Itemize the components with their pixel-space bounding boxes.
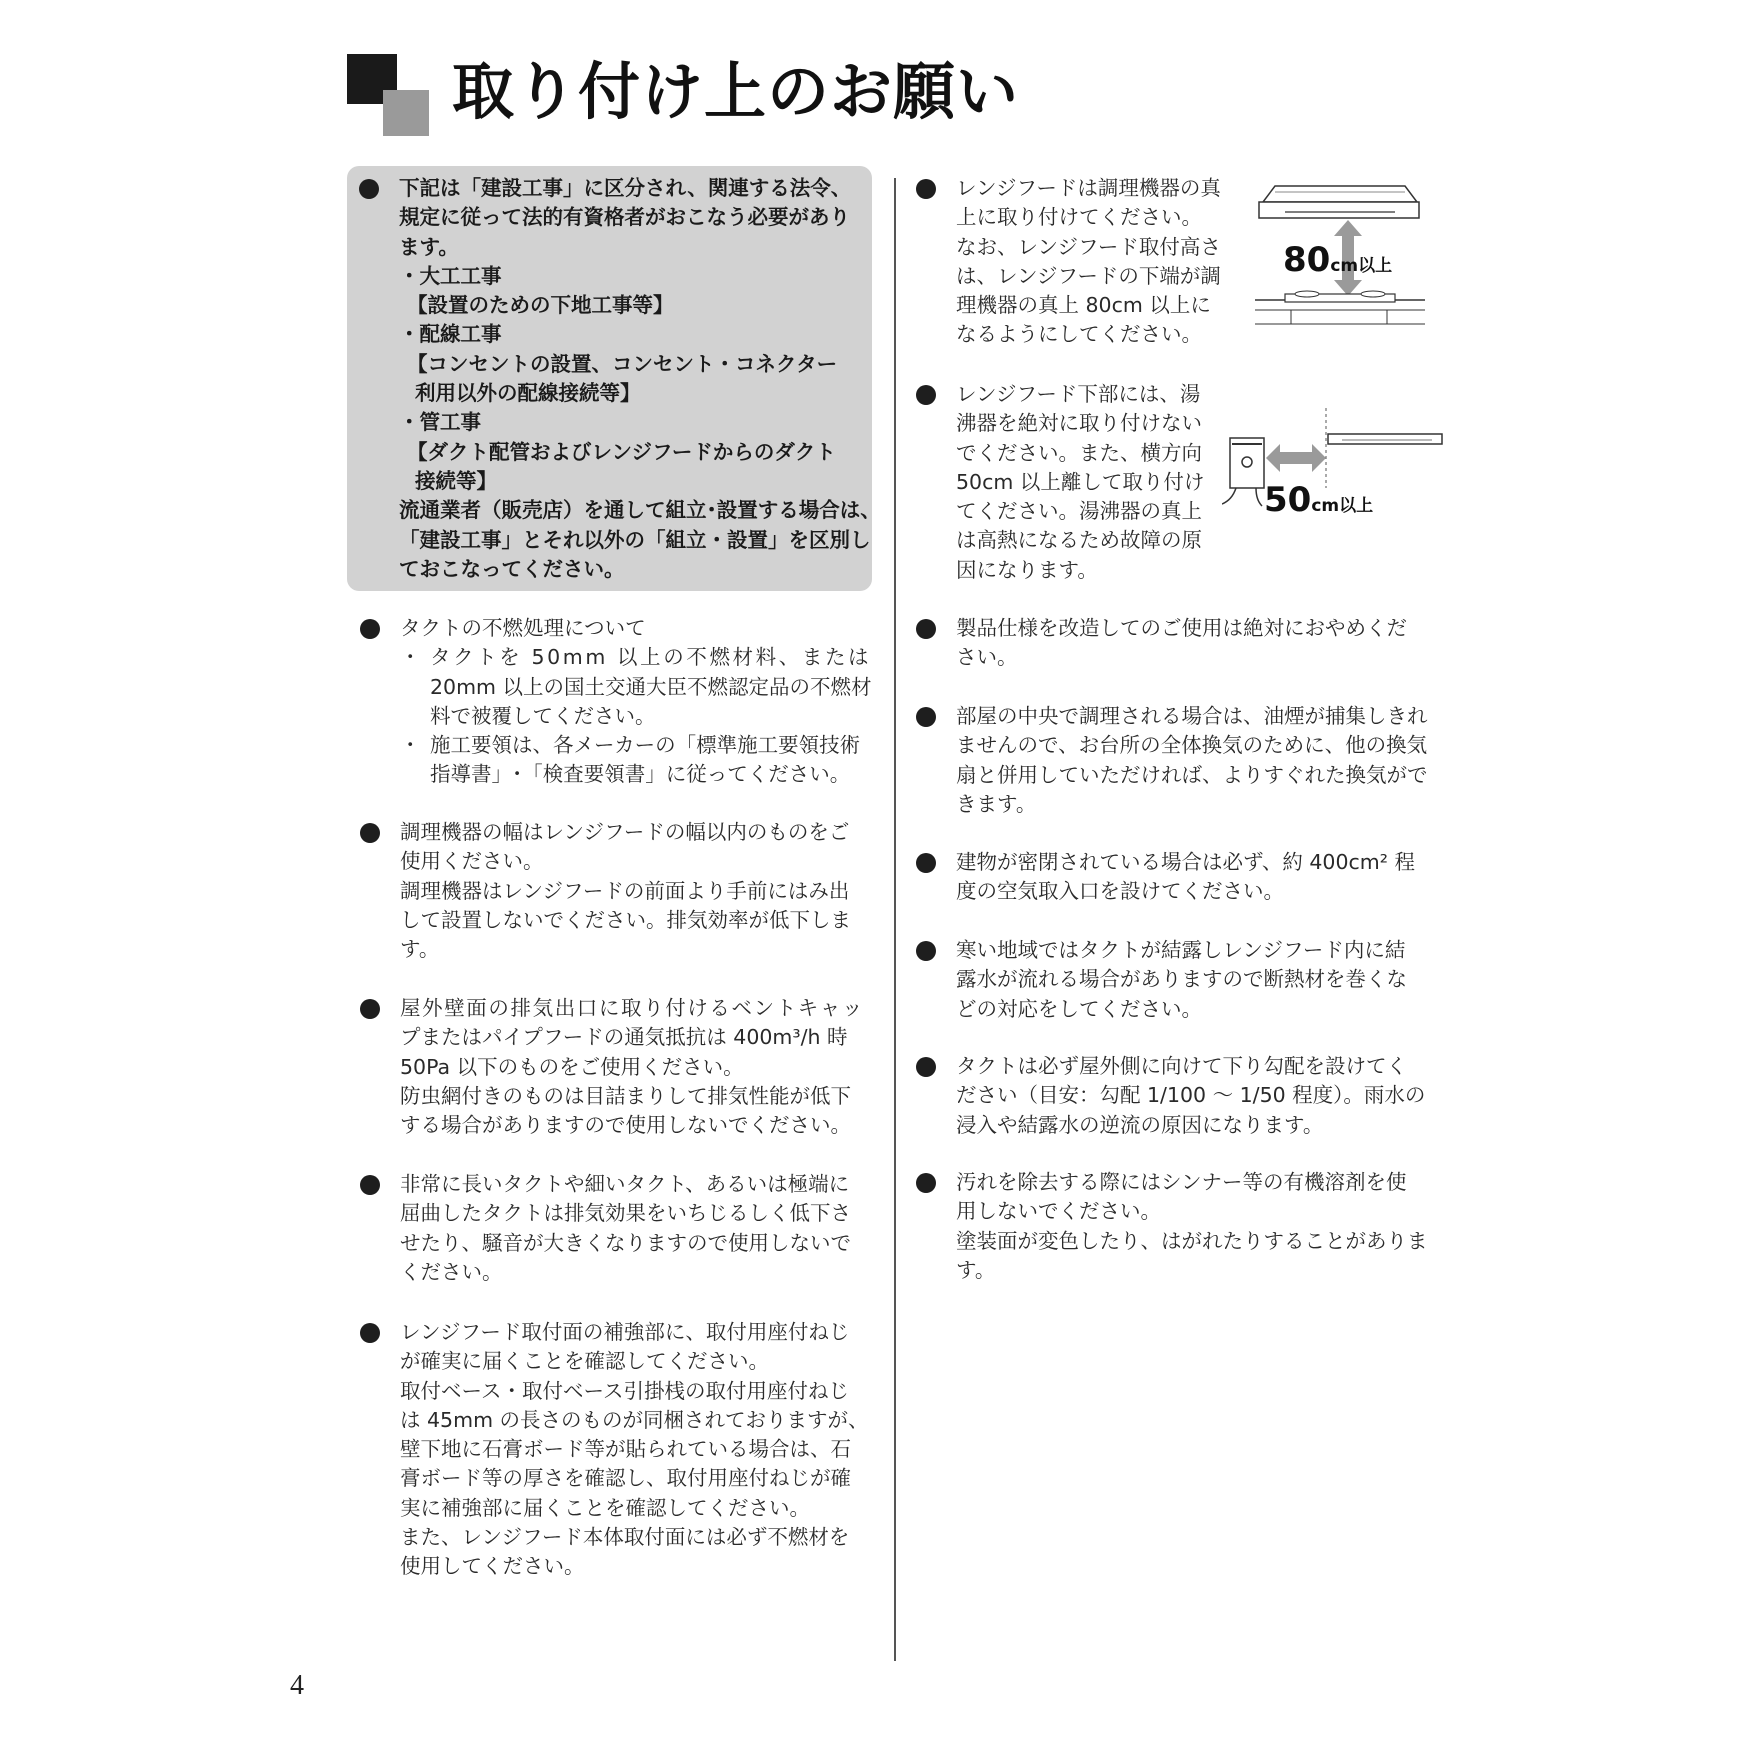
text-line: す。 — [956, 1257, 996, 1282]
text-line: は 45mm の長さのものが同梱されておりますが、 — [400, 1407, 869, 1432]
sub-item — [400, 643, 882, 731]
bullet-body — [400, 614, 882, 790]
bullet-body — [956, 380, 1238, 585]
bullet-body — [956, 702, 1438, 819]
text-line: ください。 — [400, 1259, 503, 1284]
sub-item-mark: ・ — [400, 645, 421, 670]
bullet-body — [956, 1168, 1438, 1285]
bullet-air-intake — [916, 848, 1438, 907]
text-line: 浸入や結露水の逆流の原因になります。 — [956, 1112, 1324, 1137]
bullet-body — [956, 936, 1438, 1024]
text-line: 使用ください。 — [400, 849, 544, 874]
notice-line: ます。 — [399, 234, 459, 259]
text-line: タクトを 50mm 以上の不燃材料、または — [430, 645, 872, 670]
notice-line: 規定に従って法的有資格者がおこなう必要があり — [399, 205, 850, 230]
hood-distance-suffix: 以上 — [1358, 256, 1393, 276]
text-line: 膏ボード等の厚さを確認し、取付用座付ねじが確 — [400, 1466, 851, 1491]
notice-line-text: 下記は「建設工事」に区分され、関連する法令、 — [399, 176, 852, 200]
text-line: なるようにしてください。 — [956, 322, 1202, 347]
bullet-no-modification — [916, 614, 1438, 673]
text-line: どの対応をしてください。 — [956, 996, 1202, 1021]
figure-hood-height — [1255, 178, 1425, 328]
text-line: さい。 — [956, 645, 1018, 670]
bullet-no-solvent — [916, 1168, 1438, 1285]
bullet-dot-icon — [360, 619, 380, 639]
bullet-body — [400, 1170, 882, 1287]
text-line: ださい（目安：勾配 1/100 ～ 1/50 程度）。雨水の — [956, 1083, 1426, 1108]
bullet-dot-icon — [916, 619, 936, 639]
sub-item-text — [430, 731, 860, 790]
bullet-dot-icon — [359, 179, 379, 199]
text-line: 屋外壁面の排気出口に取り付けるベントキャッ — [400, 996, 865, 1020]
heater-distance-unit: cm — [1311, 496, 1340, 516]
column-divider — [894, 178, 896, 1661]
text-line: また、レンジフード本体取付面には必ず不燃材を — [400, 1525, 850, 1550]
notice-box-content — [359, 174, 881, 584]
heater-distance-suffix: 以上 — [1339, 496, 1374, 516]
bullet-dot-icon — [916, 1173, 936, 1193]
bullet-dot-icon — [360, 1323, 380, 1343]
bullet-hood-height — [916, 174, 1238, 350]
bullet-vent-cap — [360, 994, 882, 1140]
text-line: てください。湯沸器の真上 — [956, 499, 1202, 524]
text-line: 因になります。 — [956, 557, 1098, 582]
bullet-body — [400, 1318, 882, 1582]
text-line: 防虫網付きのものは目詰まりして排気性能が低下 — [400, 1083, 851, 1108]
text-line: 壁下地に石膏ボード等が貼られている場合は、石 — [400, 1437, 851, 1462]
bullet-body — [400, 994, 882, 1140]
text-line: 部屋の中央で調理される場合は、油煙が捕集しきれ — [956, 704, 1428, 728]
text-line: は、レンジフードの下端が調 — [956, 263, 1221, 288]
heater-distance-value: 50 — [1264, 480, 1312, 520]
text-line: 実に補強部に届くことを確認してください。 — [400, 1495, 810, 1520]
text-line: 建物が密閉されている場合は必ず、約 400cm² 程 — [956, 850, 1415, 874]
notice-line: 【コンセントの設置、コンセント・コネクター — [407, 351, 838, 376]
text-line: 指導書」･「検査要領書」に従ってください。 — [430, 762, 851, 787]
bullet-dot-icon — [916, 179, 936, 199]
title-mark-icon — [347, 54, 429, 136]
sub-item-text — [430, 643, 872, 731]
text-line: 非常に長いタクトや細いタクト、あるいは極端に — [400, 1172, 850, 1196]
title-mark-gray-square — [383, 90, 429, 136]
text-line: 上に取り付けてください。 — [956, 205, 1202, 230]
text-line: 沸器を絶対に取り付けない — [956, 411, 1202, 436]
bullet-dot-icon — [916, 853, 936, 873]
bullet-duct-fireproof — [360, 614, 882, 790]
bullet-duct-slope — [916, 1052, 1438, 1140]
bullet-dot-icon — [916, 385, 936, 405]
figure-heater-distance — [1222, 408, 1444, 528]
bullet-heading: タクトの不燃処理について — [400, 616, 646, 640]
hood-distance-label — [1283, 240, 1392, 280]
bullet-body — [956, 174, 1238, 350]
text-line: ませんので、お台所の全体換気のために、他の換気 — [956, 733, 1428, 758]
text-line: 使用してください。 — [400, 1554, 585, 1579]
notice-line: 【ダクト配管およびレンジフードからのダクト — [407, 439, 836, 464]
text-line: 屈曲したタクトは排気効果をいちじるしく低下さ — [400, 1201, 851, 1226]
notice-line: 「建設工事」とそれ以外の「組立・設置」を区別し — [399, 527, 871, 552]
text-line: する場合がありますので使用しないでください。 — [400, 1113, 851, 1138]
text-line: せたり、騒音が大きくなりますので使用しないで — [400, 1230, 851, 1255]
text-line: 50Pa 以下のものをご使用ください。 — [400, 1054, 744, 1079]
hood-distance-unit: cm — [1330, 256, 1359, 276]
notice-line: ・大工工事 — [399, 263, 502, 288]
text-line: でください。また、横方向 — [956, 440, 1202, 465]
notice-line: ・管工事 — [399, 410, 481, 435]
text-line: す。 — [400, 937, 440, 962]
bullet-body — [956, 848, 1438, 907]
notice-line: 流通業者（販売店）を通して組立･設置する場合は、 — [399, 498, 881, 523]
text-line: レンジフードは調理機器の真 — [956, 176, 1221, 200]
bullet-body — [956, 1052, 1438, 1140]
bullet-dot-icon — [360, 823, 380, 843]
notice-line: ・配線工事 — [399, 322, 502, 347]
text-line: 汚れを除去する際にはシンナー等の有機溶剤を使 — [956, 1170, 1407, 1194]
text-line: 寒い地域ではタクトが結露しレンジフード内に結 — [956, 938, 1406, 962]
page-number: 4 — [290, 1670, 304, 1701]
text-line: 取付ベース・取付ベース引掛桟の取付用座付ねじ — [400, 1378, 849, 1403]
bullet-dot-icon — [360, 999, 380, 1019]
text-line: 扇と併用していただければ、よりすぐれた換気がで — [956, 762, 1428, 787]
sub-item-mark: ・ — [400, 733, 421, 758]
text-line: プまたはパイプフードの通気抵抗は 400m³/h 時 — [400, 1025, 848, 1050]
bullet-water-heater — [916, 380, 1238, 585]
text-line: 塗装面が変色したり、はがれたりすることがありま — [956, 1228, 1428, 1253]
text-line: 用しないでください。 — [956, 1199, 1161, 1224]
bullet-dot-icon — [916, 941, 936, 961]
text-line: きます。 — [956, 791, 1037, 816]
notice-line-first — [359, 174, 866, 203]
hood-distance-value: 80 — [1283, 240, 1331, 280]
text-line: なお、レンジフード取付高さ — [956, 234, 1221, 259]
bullet-mounting-screws — [360, 1318, 882, 1582]
text-line: タクトは必ず屋外側に向けて下り勾配を設けてく — [956, 1054, 1407, 1078]
notice-line: 接続等】 — [415, 468, 497, 493]
bullet-dot-icon — [916, 1057, 936, 1077]
bullet-body — [400, 818, 882, 964]
bullet-condensation — [916, 936, 1438, 1024]
notice-line: 【設置のための下地工事等】 — [407, 293, 674, 318]
text-line: 施工要領は、各メーカーの「標準施工要領技術 — [430, 733, 861, 758]
bullet-room-center — [916, 702, 1438, 819]
text-line: レンジフード取付面の補強部に、取付用座付ねじ — [400, 1320, 850, 1344]
notice-line: 利用以外の配線接続等】 — [415, 381, 641, 406]
bullet-cooker-width — [360, 818, 882, 964]
notice-line: ておこなってください。 — [399, 556, 625, 581]
text-line: 50cm 以上離して取り付け — [956, 469, 1205, 494]
notice-box — [347, 166, 881, 591]
text-line: が確実に届くことを確認してください。 — [400, 1349, 769, 1374]
sub-item — [400, 731, 882, 790]
bullet-body — [956, 614, 1438, 673]
text-line: は高熱になるため故障の原 — [956, 528, 1202, 553]
text-line: 製品仕様を改造してのご使用は絶対におやめくだ — [956, 616, 1407, 640]
text-line: 調理機器の幅はレンジフードの幅以内のものをご — [400, 820, 850, 844]
text-line: 料で被覆してください。 — [430, 703, 656, 728]
text-line: 露水が流れる場合がありますので断熱材を巻くな — [956, 967, 1407, 992]
text-line: レンジフード下部には、湯 — [956, 382, 1201, 406]
text-line: 調理機器はレンジフードの前面より手前にはみ出 — [400, 878, 850, 903]
text-line: 理機器の真上 80cm 以上に — [956, 293, 1211, 318]
bullet-long-duct — [360, 1170, 882, 1287]
heater-distance-label — [1264, 480, 1373, 520]
page-title: 取り付け上のお願い — [452, 55, 1020, 128]
bullet-dot-icon — [360, 1175, 380, 1195]
text-line: 20mm 以上の国土交通大臣不燃認定品の不燃材 — [430, 674, 872, 699]
text-line: して設置しないでください。排気効率が低下しま — [400, 907, 851, 932]
text-line: 度の空気取入口を設けてください。 — [956, 879, 1284, 904]
bullet-dot-icon — [916, 707, 936, 727]
